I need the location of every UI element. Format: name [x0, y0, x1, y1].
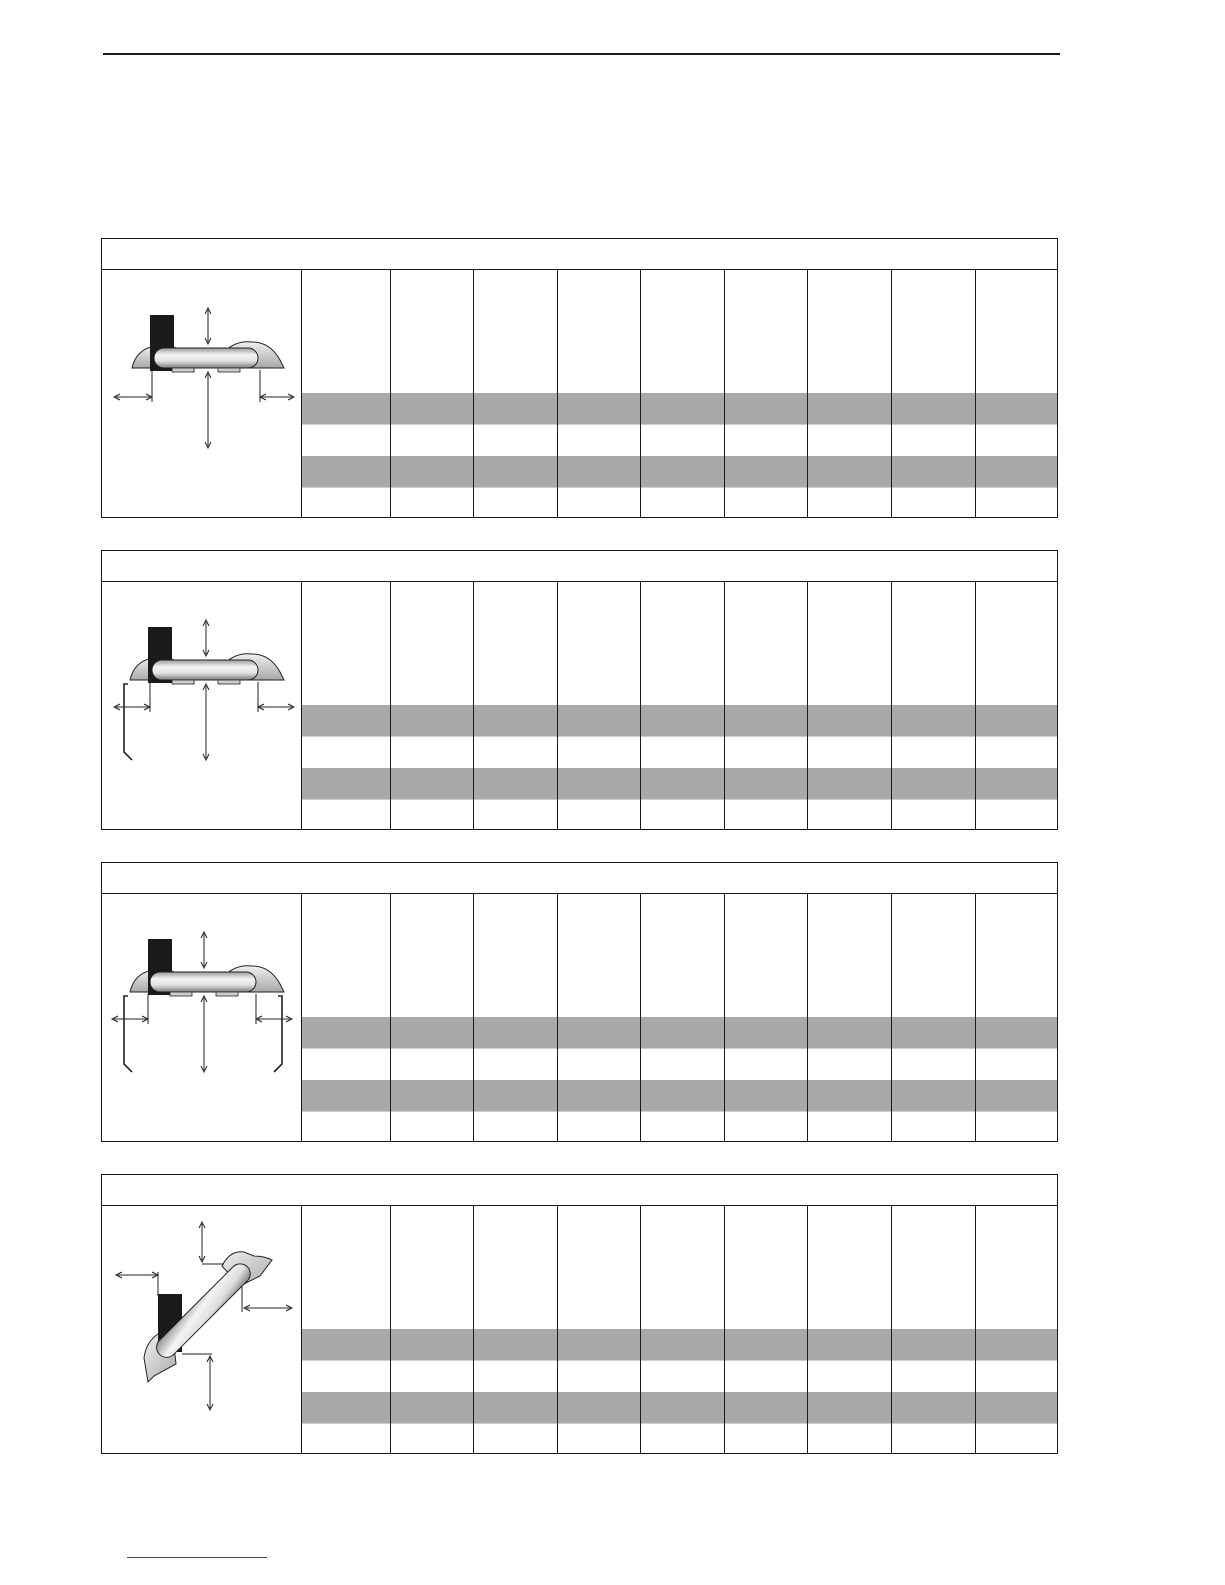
spec-grid [302, 270, 1057, 517]
column-divider [473, 1206, 474, 1453]
column-divider [557, 1206, 558, 1453]
column-divider [975, 1206, 976, 1453]
column-divider [807, 270, 808, 517]
table-row-shaded [302, 456, 1057, 487]
column-divider [390, 582, 391, 829]
column-divider [557, 270, 558, 517]
table-row [302, 1423, 1057, 1455]
footer-link[interactable] [127, 1557, 267, 1558]
table-row-shaded [302, 393, 1057, 424]
spec-table-1 [101, 238, 1058, 518]
spec-grid [302, 1206, 1057, 1453]
diagram-cell [102, 582, 302, 829]
spec-table-header [102, 551, 1057, 582]
table-row-shaded [302, 1017, 1057, 1048]
column-divider [724, 582, 725, 829]
spec-table-header [102, 239, 1057, 270]
spec-table-3 [101, 862, 1058, 1142]
diagram-cell [102, 1206, 302, 1453]
column-divider [891, 582, 892, 829]
table-row [302, 736, 1057, 768]
spec-table-header [102, 1175, 1057, 1206]
column-divider [473, 582, 474, 829]
column-divider [975, 894, 976, 1141]
column-divider [473, 270, 474, 517]
table-row-shaded [302, 1329, 1057, 1360]
spec-grid [302, 582, 1057, 829]
column-divider [975, 270, 976, 517]
column-divider [807, 1206, 808, 1453]
column-divider [390, 1206, 391, 1453]
column-divider [640, 582, 641, 829]
column-divider [724, 1206, 725, 1453]
spec-table-header [102, 863, 1057, 894]
horizontal-bar-no-guard-icon [102, 270, 302, 519]
diagram-cell [102, 270, 302, 517]
table-row [302, 424, 1057, 456]
column-divider [640, 1206, 641, 1453]
table-row-shaded [302, 1392, 1057, 1423]
column-divider [724, 270, 725, 517]
horizontal-bar-single-guard-icon [102, 582, 302, 831]
table-row [302, 1111, 1057, 1143]
spec-grid [302, 894, 1057, 1141]
table-row-shaded [302, 1080, 1057, 1111]
table-row-shaded [302, 768, 1057, 799]
horizontal-bar-double-guard-icon [102, 894, 302, 1143]
table-row [302, 1360, 1057, 1392]
column-divider [891, 270, 892, 517]
column-divider [557, 582, 558, 829]
table-row [302, 487, 1057, 519]
column-divider [390, 894, 391, 1141]
table-row [302, 799, 1057, 831]
spec-table-2 [101, 550, 1058, 830]
column-divider [640, 270, 641, 517]
angled-bar-icon [102, 1206, 302, 1455]
diagram-cell [102, 894, 302, 1141]
column-divider [640, 894, 641, 1141]
column-divider [390, 270, 391, 517]
table-row [302, 1048, 1057, 1080]
column-divider [975, 582, 976, 829]
column-divider [891, 1206, 892, 1453]
column-divider [807, 582, 808, 829]
spec-table-4 [101, 1174, 1058, 1454]
page-top-rule [103, 53, 1060, 55]
column-divider [557, 894, 558, 1141]
column-divider [891, 894, 892, 1141]
column-divider [473, 894, 474, 1141]
table-row-shaded [302, 705, 1057, 736]
column-divider [807, 894, 808, 1141]
column-divider [724, 894, 725, 1141]
